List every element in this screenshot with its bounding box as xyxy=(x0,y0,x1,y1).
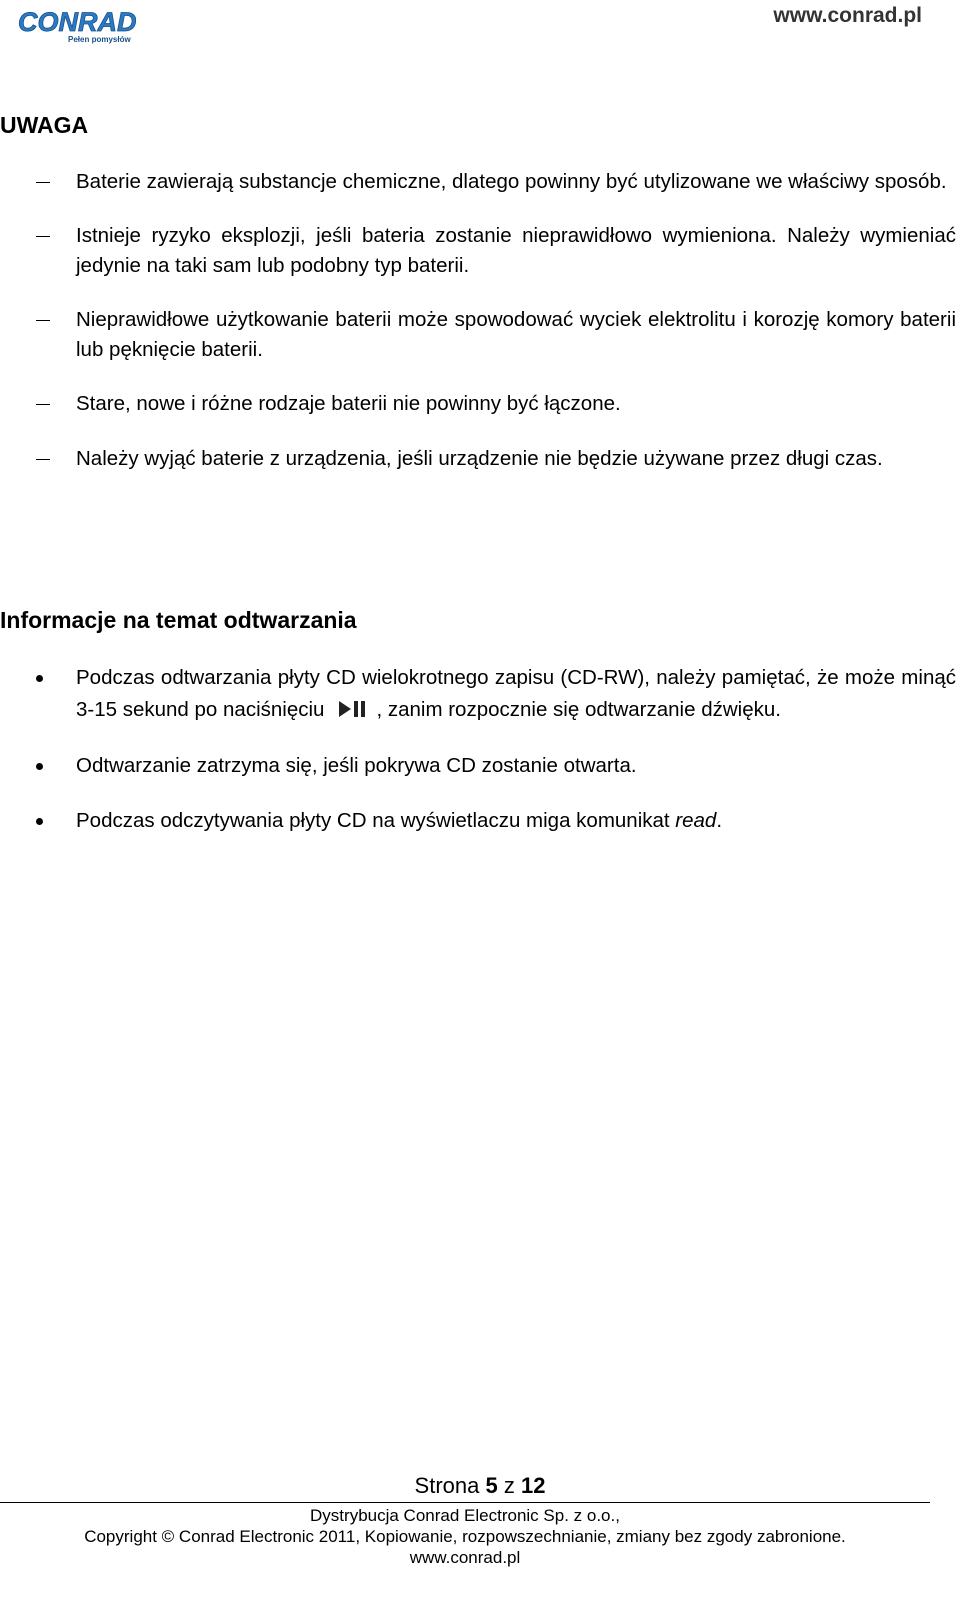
page-current: 5 xyxy=(485,1473,498,1498)
list-item xyxy=(0,662,956,726)
list-item xyxy=(0,167,956,197)
svg-text:CONRAD: CONRAD xyxy=(18,7,136,37)
list-item-text: Stare, nowe i różne rodzaje baterii nie powinny być łączone. xyxy=(76,392,621,415)
list-item-text: Nieprawidłowe użytkowanie baterii może spowodować wyciek elektrolitu i korozję komory baterii lub pęknięcie baterii. xyxy=(76,308,956,361)
conrad-logo xyxy=(16,6,136,46)
playback-list xyxy=(0,662,960,836)
play-pause-icon xyxy=(338,700,372,718)
list-item-text: Odtwarzanie zatrzyma się, jeśli pokrywa CD zostanie otwarta. xyxy=(76,754,637,777)
list-item xyxy=(0,389,956,419)
page-number xyxy=(0,1473,960,1499)
warning-heading: UWAGA xyxy=(0,112,89,138)
list-item xyxy=(0,305,956,365)
list-item xyxy=(0,806,956,836)
warning-list xyxy=(0,167,960,474)
dot-bullet xyxy=(36,662,56,694)
list-item-text: Istnieje ryzyko eksplozji, jeśli bateria zostanie nieprawidłowo wymieniona. Należy wymieniać jedynie na taki sam lub podobny typ baterii. xyxy=(76,224,956,277)
list-item-text: Podczas odczytywania płyty CD na wyświetlaczu miga komunikat xyxy=(76,809,676,832)
svg-text:Pełen pomysłów: Pełen pomysłów xyxy=(68,35,131,44)
page-separator: z xyxy=(503,1473,515,1498)
footer-divider xyxy=(0,1502,930,1503)
list-item-text: Baterie zawierają substancje chemiczne, dlatego powinny być utylizowane we właściwy sposób. xyxy=(76,170,947,193)
page-header xyxy=(0,0,960,50)
playback-heading: Informacje na temat odtwarzania xyxy=(0,607,357,633)
dash-bullet xyxy=(36,221,56,251)
footer-copyright: Copyright © Conrad Electronic 2011, Kopiowanie, rozpowszechnianie, zmiany bez zgody zabronione. xyxy=(84,1527,846,1546)
dash-bullet xyxy=(36,444,56,474)
list-item xyxy=(0,221,956,281)
site-url[interactable]: www.conrad.pl xyxy=(773,4,922,27)
list-item-text-continued: , zanim rozpocznie się odtwarzanie dźwięku. xyxy=(376,698,781,721)
list-item-text: Podczas odtwarzania płyty CD wielokrotnego zapisu (CD-RW), należy pamiętać, że może minąć 3-15 sekund po naciśnięciu xyxy=(76,666,956,721)
page-prefix: Strona xyxy=(414,1473,480,1498)
dot-bullet xyxy=(36,751,56,781)
dash-bullet xyxy=(36,305,56,335)
list-item xyxy=(0,444,956,474)
dot-bullet xyxy=(36,806,56,836)
dash-bullet xyxy=(36,167,56,197)
dash-bullet xyxy=(36,389,56,419)
page-total: 12 xyxy=(520,1473,546,1498)
footer-url[interactable]: www.conrad.pl xyxy=(409,1548,521,1567)
list-item xyxy=(0,751,956,781)
list-item-text-end: . xyxy=(716,809,723,832)
list-item-text: Należy wyjąć baterie z urządzenia, jeśli urządzenie nie będzie używane przez długi czas. xyxy=(76,447,883,470)
footer-distribution: Dystrybucja Conrad Electronic Sp. z o.o., xyxy=(310,1506,620,1525)
display-message-read: read xyxy=(675,809,717,832)
